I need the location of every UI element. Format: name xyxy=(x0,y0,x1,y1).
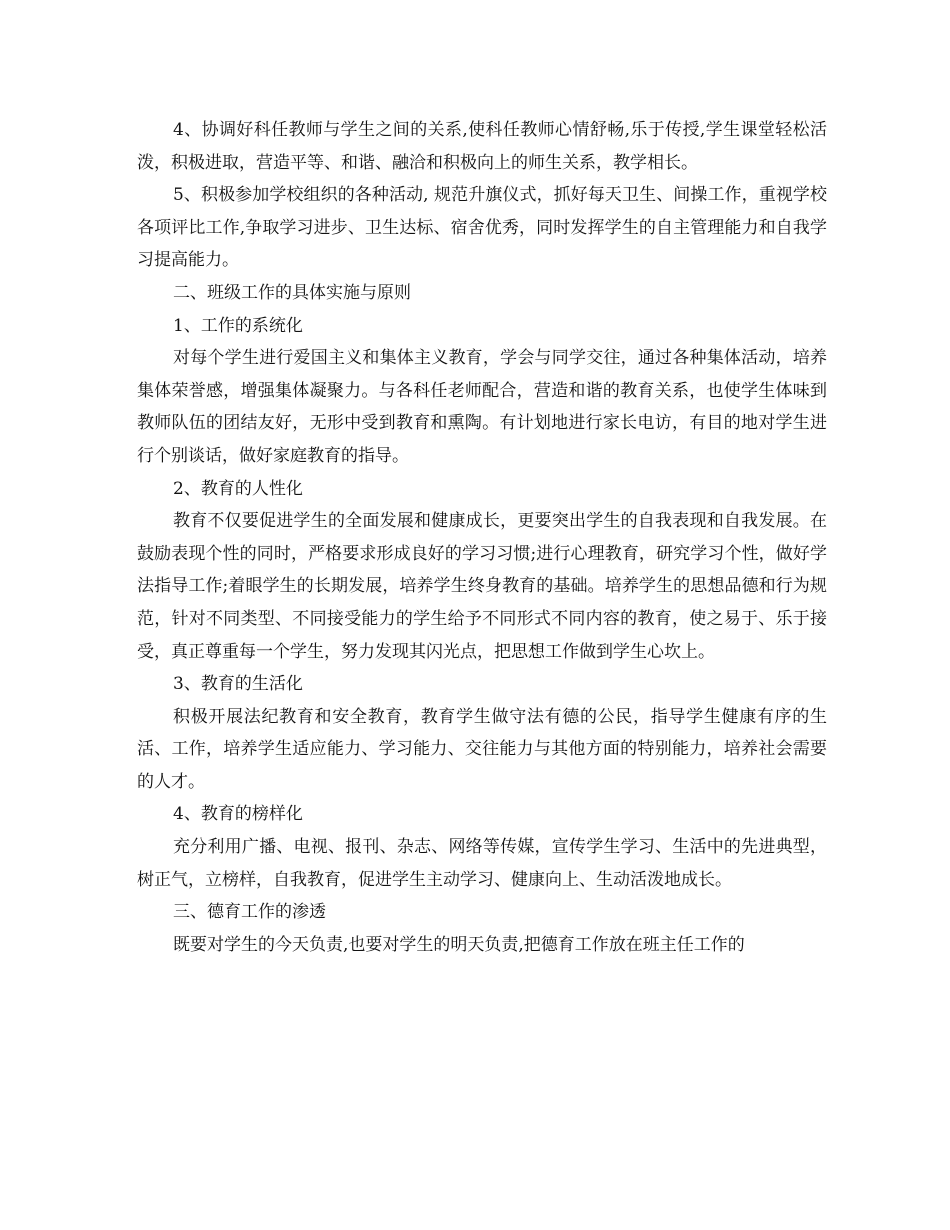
paragraph-life-oriented-education: 积极开展法纪教育和安全教育，教育学生做守法有德的公民，指导学生健康有序的生活、工作，培养学生适应能力、学习能力、交往能力与其他方面的特别能力，培养社会需要的人才。 xyxy=(137,706,827,792)
document-body xyxy=(137,114,827,961)
section-heading-class-work: 二、班级工作的具体实施与原则 xyxy=(173,282,411,303)
paragraph-item-5-school-activities: 5、积极参加学校组织的各种活动, 规范升旗仪式，抓好每天卫生、间操工作，重视学校各项评比工作,争取学习进步、卫生达标、宿舍优秀，同时发挥学生的自主管理能力和自我学习提高能力。 xyxy=(137,185,827,271)
subheading-humanized-education: 2、教育的人性化 xyxy=(173,478,303,499)
paragraph-systematic-work: 对每个学生进行爱国主义和集体主义教育，学会与同学交往，通过各种集体活动，培养集体荣誉感，增强集体凝聚力。与各科任老师配合，营造和谐的教育关系，也使学生体味到教师队伍的团结友好，无形中受到教育和熏陶。有计划地进行家长电访，有目的地对学生进行个别谈话，做好家庭教育的指导。 xyxy=(137,348,827,466)
subheading-role-model-education: 4、教育的榜样化 xyxy=(173,804,303,825)
paragraph-item-4-coordinate-teachers: 4、协调好科任教师与学生之间的关系,使科任教师心情舒畅,乐于传授,学生课堂轻松活泼，积极进取，营造平等、和谐、融洽和积极向上的师生关系，教学相长。 xyxy=(137,120,827,173)
paragraph-humanized-education: 教育不仅要促进学生的全面发展和健康成长，更要突出学生的自我表现和自我发展。在鼓励表现个性的同时，严格要求形成良好的学习习惯;进行心理教育，研究学习个性，做好学法指导工作;着眼学生的长期发展，培养学生终身教育的基础。培养学生的思想品德和行为规范，针对不同类型、不同接受能力的学生给予不同形式不同内容的教育，使之易于、乐于接受，真正尊重每一个学生，努力发现其闪光点，把思想工作做到学生心坎上。 xyxy=(137,511,827,662)
paragraph-moral-education: 既要对学生的今天负责,也要对学生的明天负责,把德育工作放在班主任工作的 xyxy=(173,934,745,955)
subheading-life-oriented-education: 3、教育的生活化 xyxy=(173,674,303,695)
subheading-systematic-work: 1、工作的系统化 xyxy=(173,315,303,336)
section-heading-moral-education: 三、德育工作的渗透 xyxy=(173,902,326,923)
paragraph-role-model-education: 充分利用广播、电视、报刊、杂志、网络等传媒，宣传学生学习、生活中的先进典型，树正气，立榜样，自我教育，促进学生主动学习、健康向上、生动活泼地成长。 xyxy=(137,837,827,890)
